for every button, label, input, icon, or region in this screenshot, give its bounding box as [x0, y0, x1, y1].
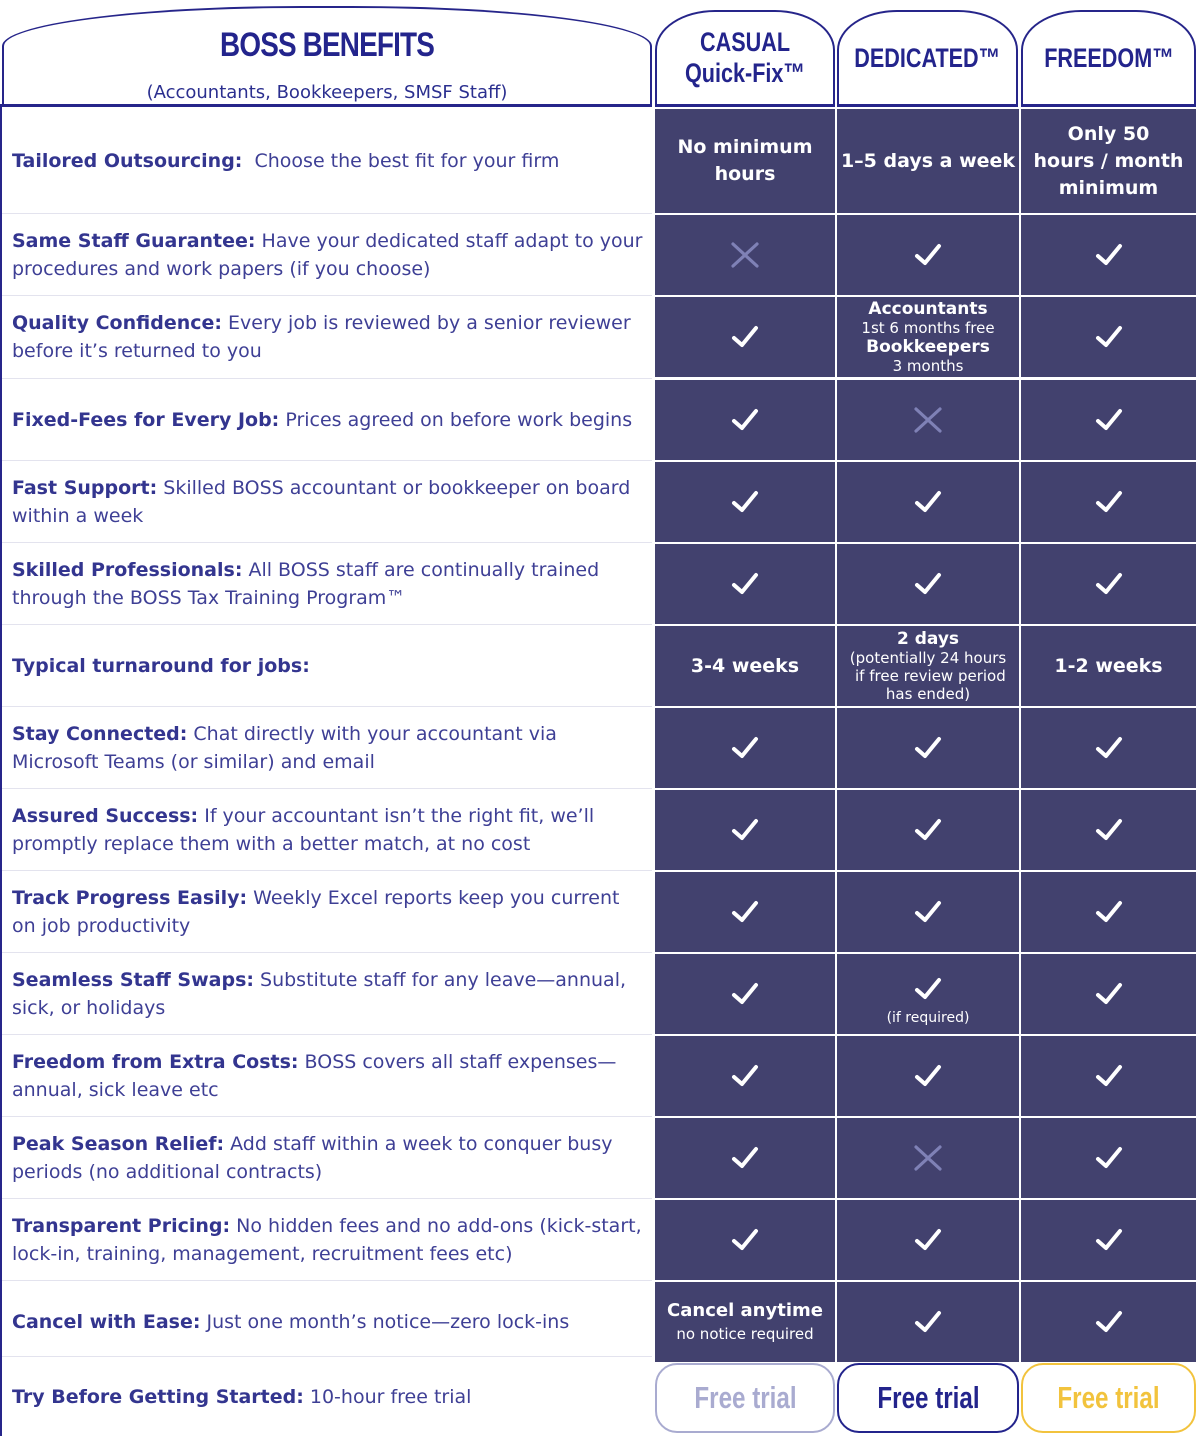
- plan-header-2: [1021, 10, 1196, 107]
- plan-cell: [837, 708, 1019, 788]
- benefit-label: Cancel with Ease:: [12, 1311, 201, 1333]
- plan-cell: [1021, 544, 1196, 624]
- plan-cell: [837, 790, 1019, 870]
- check-icon: [1094, 407, 1124, 433]
- benefit-text: [12, 802, 646, 858]
- benefit-row: [2, 708, 652, 788]
- check-icon: [1094, 735, 1124, 761]
- benefit-description: Just one month’s notice—zero lock-ins: [200, 1311, 570, 1333]
- plan-cell: [1021, 380, 1196, 460]
- plan-cell: [655, 1200, 835, 1280]
- row-divider: [2, 706, 652, 707]
- benefit-row: [2, 954, 652, 1034]
- row-divider: [2, 1280, 652, 1281]
- benefit-description: Prices agreed on before work begins: [279, 409, 633, 431]
- plan-cell: [837, 109, 1019, 213]
- row-divider: [2, 542, 652, 543]
- benefit-text: [12, 884, 646, 940]
- benefit-text: [12, 720, 646, 776]
- check-icon: [1094, 242, 1124, 268]
- benefit-row: [2, 626, 652, 706]
- plan-cell: [1021, 1282, 1196, 1362]
- check-icon: [913, 976, 943, 1002]
- check-icon: [1094, 1063, 1124, 1089]
- trial-row: [2, 1358, 652, 1436]
- benefit-label: Transparent Pricing:: [12, 1215, 231, 1237]
- benefit-description: No hidden fees and no add-ons (kick-start, lock-in, training, management, recruitment fees etc): [12, 1215, 648, 1265]
- check-icon: [913, 1227, 943, 1253]
- plan-cell: [837, 215, 1019, 295]
- row-divider: [2, 1356, 652, 1357]
- check-icon: [1094, 1309, 1124, 1335]
- check-icon: [913, 1063, 943, 1089]
- page-subtitle: (Accountants, Bookkeepers, SMSF Staff): [146, 82, 508, 103]
- cell-text: 1-2 weeks: [1054, 654, 1163, 677]
- benefit-row: [2, 215, 652, 295]
- benefit-label: Freedom from Extra Costs:: [12, 1051, 299, 1073]
- header-divider: [0, 104, 652, 107]
- check-icon: [730, 324, 760, 350]
- check-icon: [913, 489, 943, 515]
- row-divider: [2, 295, 652, 296]
- cell-note: (if required): [886, 1009, 970, 1026]
- cell-line: 2 days: [896, 629, 960, 649]
- free-trial-label: Free trial: [1057, 1380, 1160, 1415]
- plan-cell: [1021, 297, 1196, 377]
- benefit-description: Weekly Excel reports keep you current on job productivity: [12, 887, 626, 937]
- check-icon: [730, 489, 760, 515]
- cross-icon: [911, 406, 945, 434]
- plan-name: FREEDOM™: [1043, 42, 1174, 73]
- row-divider: [2, 870, 652, 871]
- check-icon: [730, 407, 760, 433]
- benefit-text: [12, 309, 646, 365]
- benefit-label: Quality Confidence:: [12, 312, 222, 334]
- free-trial-button-1[interactable]: [837, 1363, 1019, 1433]
- check-icon: [913, 735, 943, 761]
- trial-description: 10-hour free trial: [303, 1386, 472, 1408]
- benefit-label: Assured Success:: [12, 805, 199, 827]
- cell-line: Cancel anytime: [667, 1300, 823, 1321]
- row-divider: [2, 1116, 652, 1117]
- page-title: BOSS BENEFITS: [220, 26, 434, 64]
- benefit-text: [12, 1212, 646, 1268]
- row-divider: [2, 213, 652, 214]
- check-icon: [1094, 1227, 1124, 1253]
- benefit-description: Chat directly with your accountant via Microsoft Teams (or similar) and email: [12, 723, 563, 773]
- benefit-label: Fast Support:: [12, 477, 158, 499]
- row-divider: [2, 788, 652, 789]
- check-icon: [1094, 324, 1124, 350]
- benefit-row: [2, 109, 652, 213]
- plan-cell: [837, 626, 1019, 706]
- plan-cell: [655, 1282, 835, 1362]
- free-trial-button-2[interactable]: [1021, 1363, 1196, 1433]
- benefit-text: [12, 652, 646, 680]
- benefit-label: Peak Season Relief:: [12, 1133, 225, 1155]
- plan-cell: [1021, 1118, 1196, 1198]
- benefit-row: [2, 544, 652, 624]
- plan-cell: [655, 380, 835, 460]
- plan-cell: [655, 297, 835, 377]
- check-icon: [730, 899, 760, 925]
- check-icon: [1094, 981, 1124, 1007]
- benefit-text: [12, 556, 646, 612]
- row-divider: [2, 460, 652, 461]
- benefit-row: [2, 1118, 652, 1198]
- plan-cell: [655, 109, 835, 213]
- free-trial-label: Free trial: [876, 1380, 980, 1415]
- row-divider: [2, 1198, 652, 1199]
- benefit-text: [12, 1048, 646, 1104]
- trial-text: [12, 1383, 646, 1411]
- check-icon: [1094, 571, 1124, 597]
- cell-line: if free review period: [850, 667, 1006, 685]
- cell-text: 1–5 days a week: [840, 149, 1016, 172]
- benefit-description: Every job is reviewed by a senior reviewer before it’s returned to you: [12, 312, 637, 362]
- check-icon: [730, 1063, 760, 1089]
- cell-line: (potentially 24 hours: [849, 649, 1007, 667]
- benefit-label: Typical turnaround for jobs:: [12, 655, 310, 677]
- plan-cell: [837, 544, 1019, 624]
- plan-cell: [1021, 462, 1196, 542]
- check-icon: [730, 735, 760, 761]
- cell-text: 3-4 weeks: [690, 654, 800, 677]
- benefit-text: [12, 406, 646, 434]
- benefit-text: [12, 227, 649, 283]
- cell-line: has ended): [885, 685, 971, 703]
- free-trial-label: Free trial: [693, 1380, 797, 1415]
- benefit-label: Fixed-Fees for Every Job:: [12, 409, 280, 431]
- check-icon: [913, 817, 943, 843]
- plan-cell: [655, 462, 835, 542]
- plan-cell: [1021, 1036, 1196, 1116]
- cell-line: 3 months: [892, 357, 964, 375]
- benefit-label: Tailored Outsourcing:: [12, 150, 243, 172]
- plan-cell: [1021, 872, 1196, 952]
- check-icon: [730, 571, 760, 597]
- plan-cell: [1021, 1200, 1196, 1280]
- check-icon: [913, 1309, 943, 1335]
- plan-cell: [1021, 626, 1196, 706]
- benefit-description: Choose the best fit for your firm: [242, 150, 560, 172]
- cell-text: Only 50 hours / month minimum: [1033, 122, 1184, 199]
- cell-line: Bookkeepers: [866, 337, 990, 357]
- benefit-row: [2, 1036, 652, 1116]
- check-icon: [730, 1145, 760, 1171]
- check-icon: [730, 981, 760, 1007]
- benefit-description: Have your dedicated staff adapt to your procedures and work papers (if you choose): [12, 230, 649, 280]
- benefit-text: [12, 1308, 646, 1336]
- plan-cell: [655, 544, 835, 624]
- benefit-description: BOSS covers all staff expenses—annual, sick leave etc: [12, 1051, 617, 1101]
- check-icon: [913, 571, 943, 597]
- check-icon: [1094, 899, 1124, 925]
- benefits-header: [2, 6, 652, 107]
- cell-text: No minimum hours: [677, 136, 813, 185]
- benefit-row: [2, 872, 652, 952]
- benefit-row: [2, 462, 652, 542]
- benefit-row: [2, 1200, 652, 1280]
- plan-cell: [837, 297, 1019, 377]
- plan-cell: [655, 954, 835, 1034]
- plan-cell: [655, 215, 835, 295]
- plan-cell: [837, 954, 1019, 1034]
- check-icon: [1094, 1145, 1124, 1171]
- plan-cell: [837, 1036, 1019, 1116]
- check-icon: [1094, 817, 1124, 843]
- benefit-text: [12, 1130, 646, 1186]
- plan-cell: [655, 626, 835, 706]
- benefit-description: All BOSS staff are continually trained through the BOSS Tax Training Program™: [12, 559, 606, 609]
- benefit-description: If your accountant isn’t the right fit, we’ll promptly replace them with a better match, at no cost: [12, 805, 601, 855]
- benefit-label: Skilled Professionals:: [12, 559, 243, 581]
- row-divider: [2, 378, 652, 379]
- benefit-label: Track Progress Easily:: [12, 887, 248, 909]
- check-icon: [913, 899, 943, 925]
- plan-header-0: [655, 10, 835, 107]
- plan-cell: [1021, 109, 1196, 213]
- benefit-label: Seamless Staff Swaps:: [12, 969, 254, 991]
- benefit-label: Stay Connected:: [12, 723, 188, 745]
- row-divider: [2, 1034, 652, 1035]
- benefit-description: Add staff within a week to conquer busy periods (no additional contracts): [12, 1133, 619, 1183]
- check-icon: [730, 817, 760, 843]
- cross-icon: [911, 1144, 945, 1172]
- check-icon: [730, 1227, 760, 1253]
- plan-cell: [655, 708, 835, 788]
- plan-cell: [837, 1200, 1019, 1280]
- plan-cell: [1021, 708, 1196, 788]
- plan-cell: [655, 790, 835, 870]
- plan-cell: [1021, 790, 1196, 870]
- plan-cell: [1021, 215, 1196, 295]
- plan-cell: [837, 1282, 1019, 1362]
- cell-line: no notice required: [676, 1325, 814, 1343]
- plan-header-1: [837, 10, 1018, 107]
- benefit-row: [2, 1282, 652, 1362]
- plan-cell: [837, 1118, 1019, 1198]
- benefit-row: [2, 380, 652, 460]
- benefit-row: [2, 297, 652, 377]
- benefit-row: [2, 790, 652, 870]
- benefit-label: Same Staff Guarantee:: [12, 230, 256, 252]
- row-divider: [2, 952, 652, 953]
- row-divider: [2, 624, 652, 625]
- cell-line: 1st 6 months free: [861, 319, 995, 337]
- cell-line: Accountants: [868, 299, 988, 319]
- benefit-text: [12, 474, 646, 530]
- trial-label: Try Before Getting Started:: [12, 1386, 304, 1408]
- check-icon: [913, 242, 943, 268]
- plan-cell: [1021, 954, 1196, 1034]
- plan-cell: [655, 1118, 835, 1198]
- plan-cell: [837, 380, 1019, 460]
- benefit-description: Substitute staff for any leave—annual, sick, or holidays: [12, 969, 633, 1019]
- free-trial-button-0[interactable]: [655, 1363, 835, 1433]
- plan-cell: [837, 872, 1019, 952]
- plan-cell: [837, 462, 1019, 542]
- plan-name: DEDICATED™: [854, 42, 1001, 73]
- plan-name: CASUAL Quick-Fix™: [684, 27, 806, 88]
- plan-cell: [655, 872, 835, 952]
- benefit-text: [12, 966, 646, 1022]
- plan-cell: [655, 1036, 835, 1116]
- benefit-text: [12, 147, 646, 175]
- cross-icon: [728, 241, 762, 269]
- benefit-description: Skilled BOSS accountant or bookkeeper on board within a week: [12, 477, 637, 527]
- check-icon: [1094, 489, 1124, 515]
